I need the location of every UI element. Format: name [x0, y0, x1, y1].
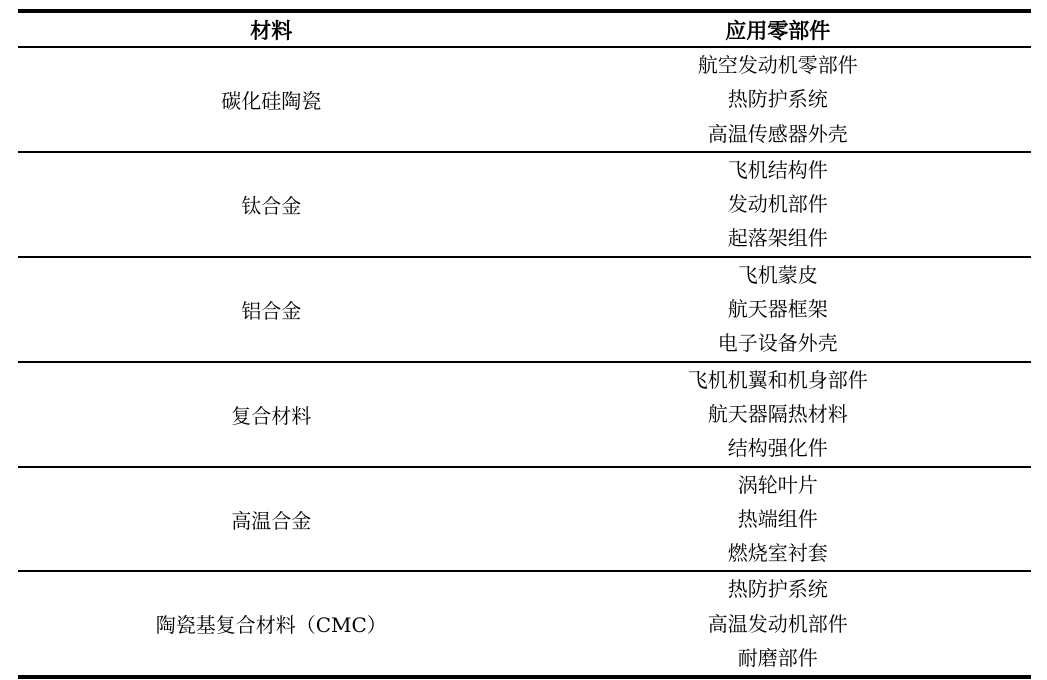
- application-item: 起落架组件: [727, 226, 828, 251]
- application-item: 飞机蒙皮: [737, 262, 818, 287]
- application-item: 电子设备外壳: [717, 331, 838, 356]
- application-item: 航天器隔热材料: [707, 401, 848, 426]
- material-name: 铝合金: [241, 298, 302, 323]
- material-name: 碳化硅陶瓷: [221, 88, 322, 113]
- table-row: [18, 468, 1031, 573]
- application-item: 航天器框架: [727, 297, 828, 322]
- table-row: [18, 572, 1031, 675]
- application-item: 航空发动机零部件: [697, 53, 858, 77]
- table-row: [18, 48, 1031, 153]
- application-list: [525, 153, 1032, 256]
- application-item: 耐磨部件: [737, 646, 818, 671]
- application-item: 飞机结构件: [727, 157, 828, 182]
- application-item: 涡轮叶片: [737, 472, 818, 497]
- application-item: 发动机部件: [727, 192, 828, 217]
- table-header-row: [18, 13, 1031, 48]
- header-material: 材料: [250, 17, 293, 43]
- material-name: 陶瓷基复合材料（CMC）: [155, 613, 387, 638]
- table-body: [18, 48, 1031, 675]
- application-item: 热防护系统: [727, 577, 828, 602]
- application-item: 飞机机翼和机身部件: [687, 367, 868, 392]
- material-name: 钛合金: [241, 193, 302, 218]
- material-name: 复合材料: [231, 403, 312, 428]
- header-applications: 应用零部件: [725, 17, 831, 43]
- application-item: 高温发动机部件: [707, 611, 848, 636]
- table-row: [18, 363, 1031, 468]
- application-list: [525, 363, 1032, 466]
- application-item: 热防护系统: [727, 87, 828, 112]
- application-list: [525, 258, 1032, 361]
- application-item: 高温传感器外壳: [707, 121, 848, 146]
- application-item: 结构强化件: [727, 436, 828, 461]
- application-item: 燃烧室衬套: [727, 541, 828, 566]
- application-list: [525, 468, 1032, 571]
- application-list: [525, 572, 1032, 675]
- table-row: [18, 258, 1031, 363]
- application-item: 热端组件: [737, 506, 818, 531]
- application-list: [525, 48, 1032, 151]
- material-name: 高温合金: [231, 508, 312, 533]
- materials-table: [18, 9, 1031, 679]
- table-row: [18, 153, 1031, 258]
